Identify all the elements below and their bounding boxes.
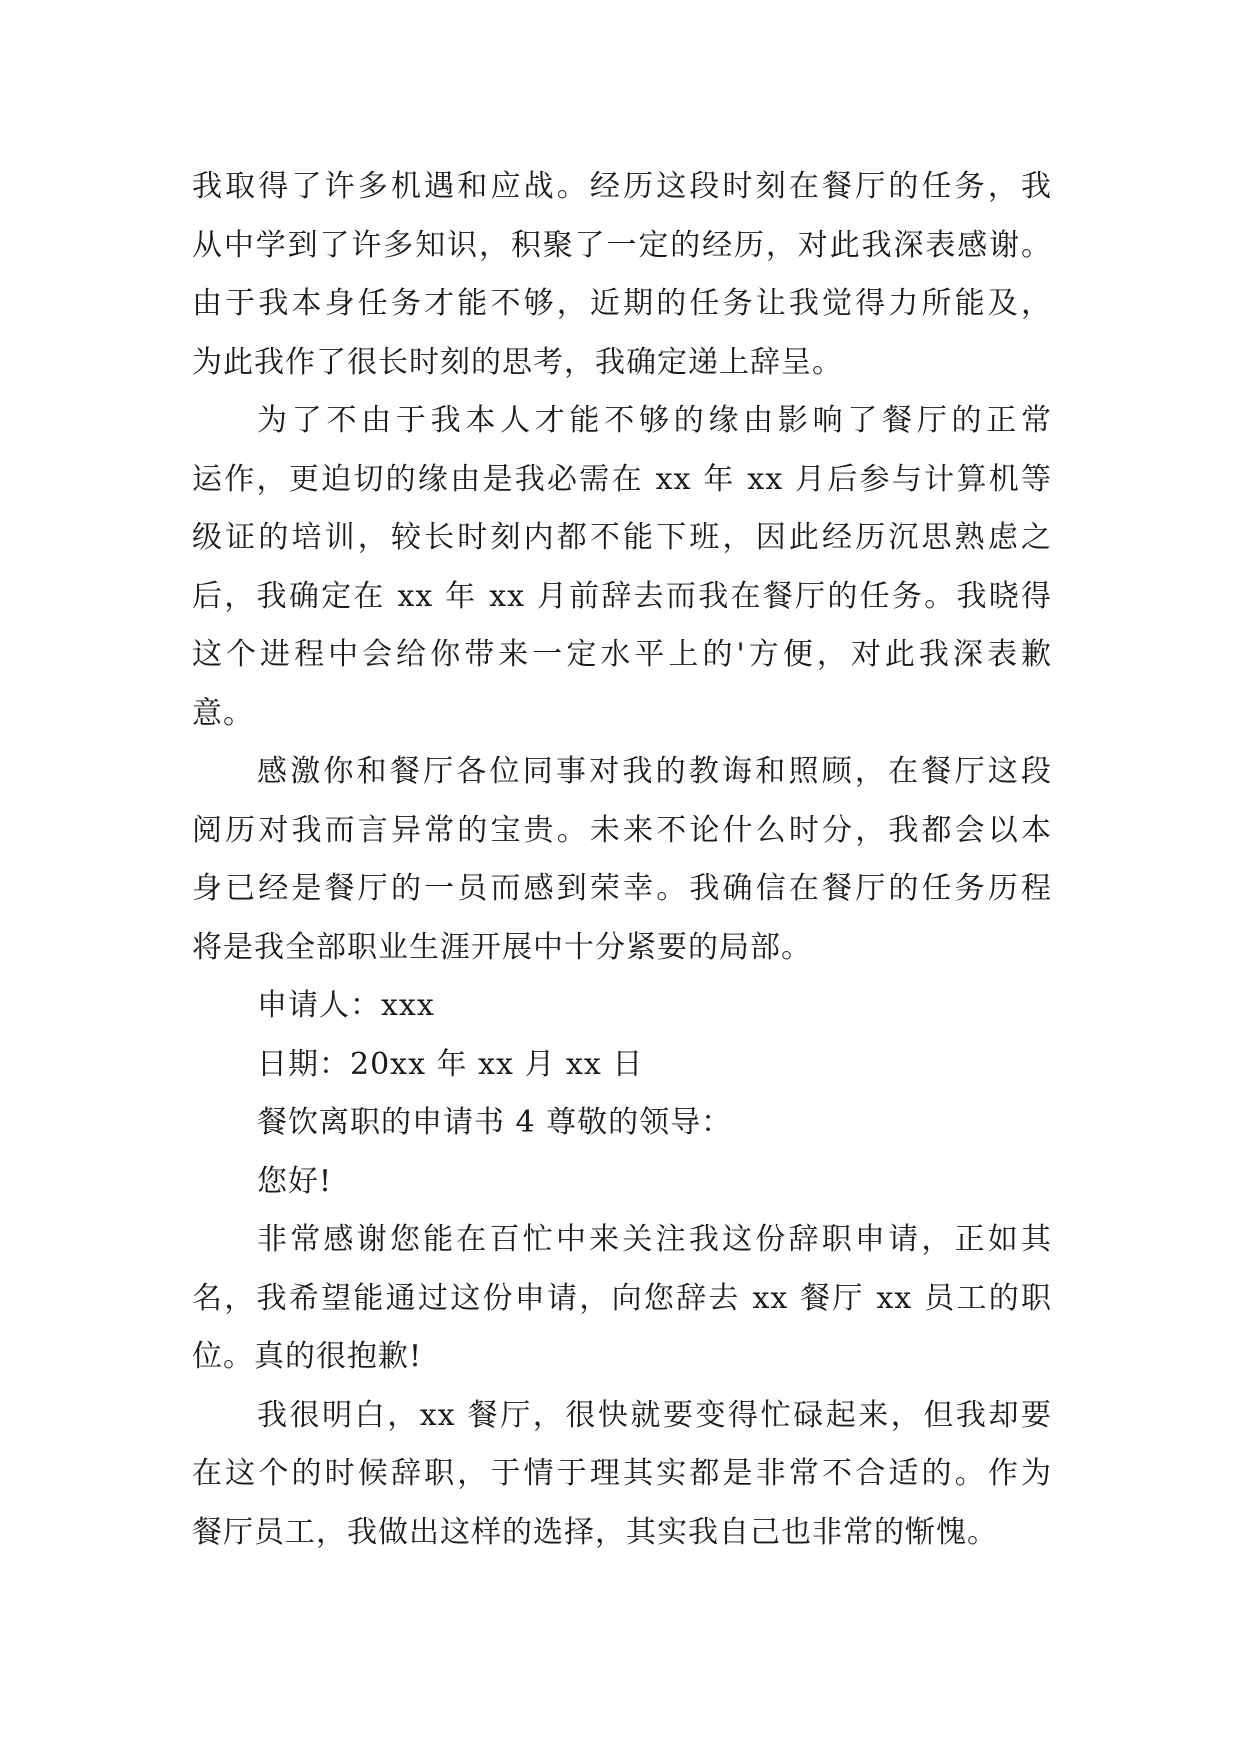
text-line: 阅历对我而言异常的宝贵。未来不论什么时分，我都会以本 — [192, 812, 1052, 848]
text-line: 为了不由于我本人才能不够的缘由影响了餐厅的正常 — [257, 403, 1052, 438]
text-line: 后，我确定在 xx 年 xx 月前辞去而我在餐厅的任务。我晓得 — [192, 578, 1052, 614]
paragraph — [192, 1211, 1052, 1387]
paragraph — [192, 392, 1052, 743]
paragraph — [192, 1094, 1052, 1153]
text-line: 这个进程中会给你带来一定水平上的'方便，对此我深表歉 — [192, 637, 1052, 672]
text-line: 意。 — [192, 695, 254, 731]
text-line: 名，我希望能通过这份申请，向您辞去 xx 餐厅 xx 员工的职 — [192, 1280, 1052, 1316]
text-line: 运作，更迫切的缘由是我必需在 xx 年 xx 月后参与计算机等 — [192, 461, 1052, 497]
document-body — [192, 158, 1052, 1562]
text-line: 申请人：xxx — [257, 988, 435, 1023]
paragraph — [192, 977, 1052, 1036]
text-line: 非常感谢您能在百忙中来关注我这份辞职申请，正如其 — [257, 1222, 1052, 1257]
text-line: 从中学到了许多知识，积聚了一定的经历，对此我深表感谢。 — [192, 227, 1052, 263]
text-line: 我很明白，xx 餐厅，很快就要变得忙碌起来，但我却要 — [257, 1397, 1052, 1433]
text-line: 日期：20xx 年 xx 月 xx 日 — [257, 1046, 644, 1082]
text-line: 级证的培训，较长时刻内都不能下班，因此经历沉思熟虑之 — [192, 520, 1052, 555]
text-line: 我取得了许多机遇和应战。经历这段时刻在餐厅的任务，我 — [192, 169, 1052, 204]
text-line: 身已经是餐厅的一员而感到荣幸。我确信在餐厅的任务历程 — [192, 871, 1052, 906]
text-line: 由于我本身任务才能不够，近期的任务让我觉得力所能及， — [192, 286, 1052, 321]
text-line: 将是我全部职业生涯开展中十分紧要的局部。 — [192, 929, 812, 965]
text-line: 为此我作了很长时刻的思考，我确定递上辞呈。 — [192, 344, 843, 380]
text-line: 位。真的很抱歉! — [192, 1339, 423, 1374]
text-line: 餐饮离职的申请书 4 尊敬的领导： — [257, 1105, 733, 1140]
text-line: 感激你和餐厅各位同事对我的教诲和照顾，在餐厅这段 — [257, 754, 1052, 789]
text-line: 在这个的时候辞职，于情于理其实都是非常不合适的。作为 — [192, 1456, 1052, 1491]
text-line: 您好! — [257, 1163, 333, 1199]
paragraph — [192, 1153, 1052, 1212]
text-line: 餐厅员工，我做出这样的选择，其实我自己也非常的惭愧。 — [192, 1514, 998, 1550]
paragraph — [192, 743, 1052, 977]
paragraph — [192, 1387, 1052, 1563]
paragraph — [192, 1036, 1052, 1095]
paragraph — [192, 158, 1052, 392]
